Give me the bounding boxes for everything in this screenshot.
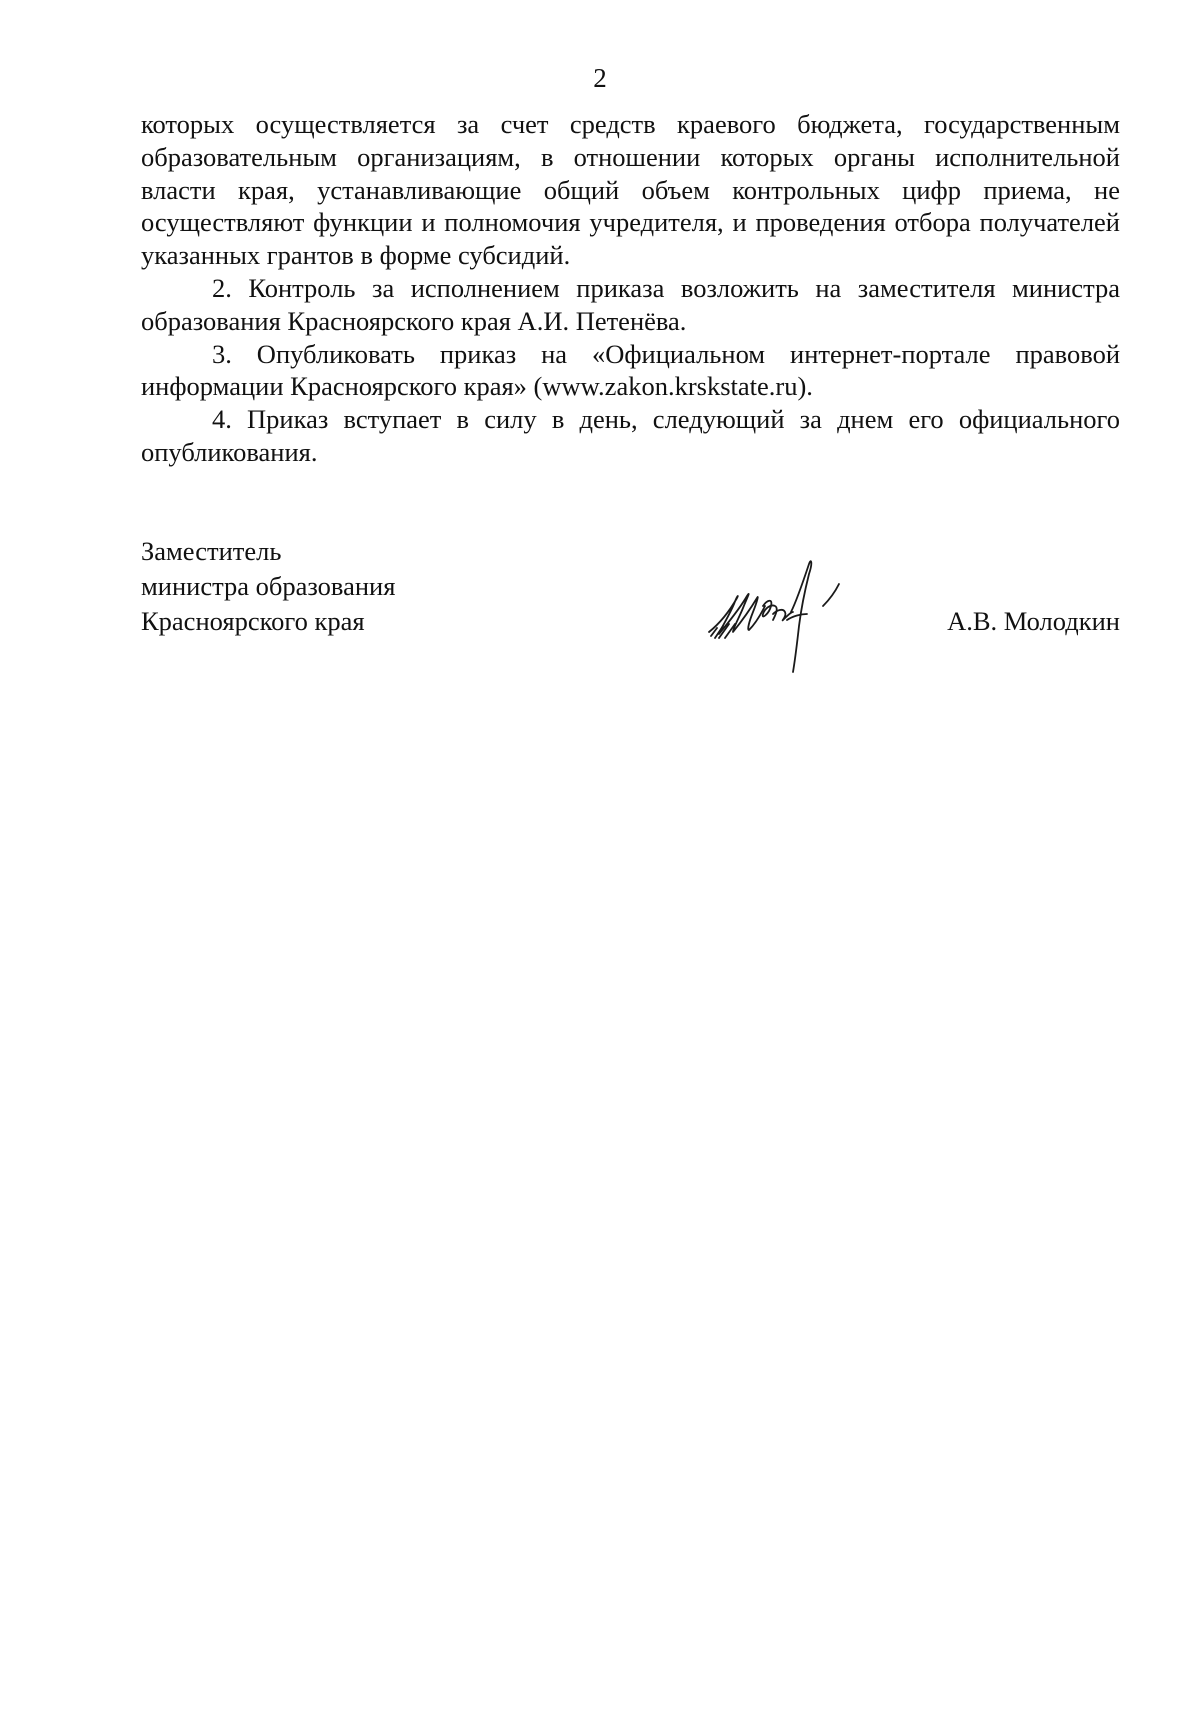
paragraph-item-3: 3. Опубликовать приказ на «Официальном интернет-портале правовой информации Красноярского края» (www.zakon.krskstate.ru).	[141, 338, 1120, 402]
signer-position-line: Заместитель	[141, 536, 282, 566]
paragraph-continuation: которых осуществляется за счет средств краевого бюджета, государственным образовательным организациям, в отношении которых органы исполнительной власти края, устанавливающие общий объем контрольных цифр приема, не осуществляют функции и полномочия учредителя, и проведения отбора получателей указанных грантов в форме субсидий.	[141, 109, 1120, 271]
paragraph-item-2: 2. Контроль за исполнением приказа возложить на заместителя министра образования Красноярского края А.И. Петенёва.	[141, 272, 1120, 336]
signature-block	[141, 534, 1120, 694]
signer-position	[141, 534, 395, 639]
page-number: 2	[593, 63, 607, 93]
document-body	[141, 108, 1120, 469]
paragraph-item-4: 4. Приказ вступает в силу в день, следующий за днем его официального опубликования.	[141, 404, 1120, 467]
signer-name: А.В. Молодкин	[947, 606, 1120, 636]
handwritten-signature	[701, 554, 851, 684]
signer-position-line: Красноярского края	[141, 606, 365, 636]
signer-position-line: министра образования	[141, 571, 396, 601]
